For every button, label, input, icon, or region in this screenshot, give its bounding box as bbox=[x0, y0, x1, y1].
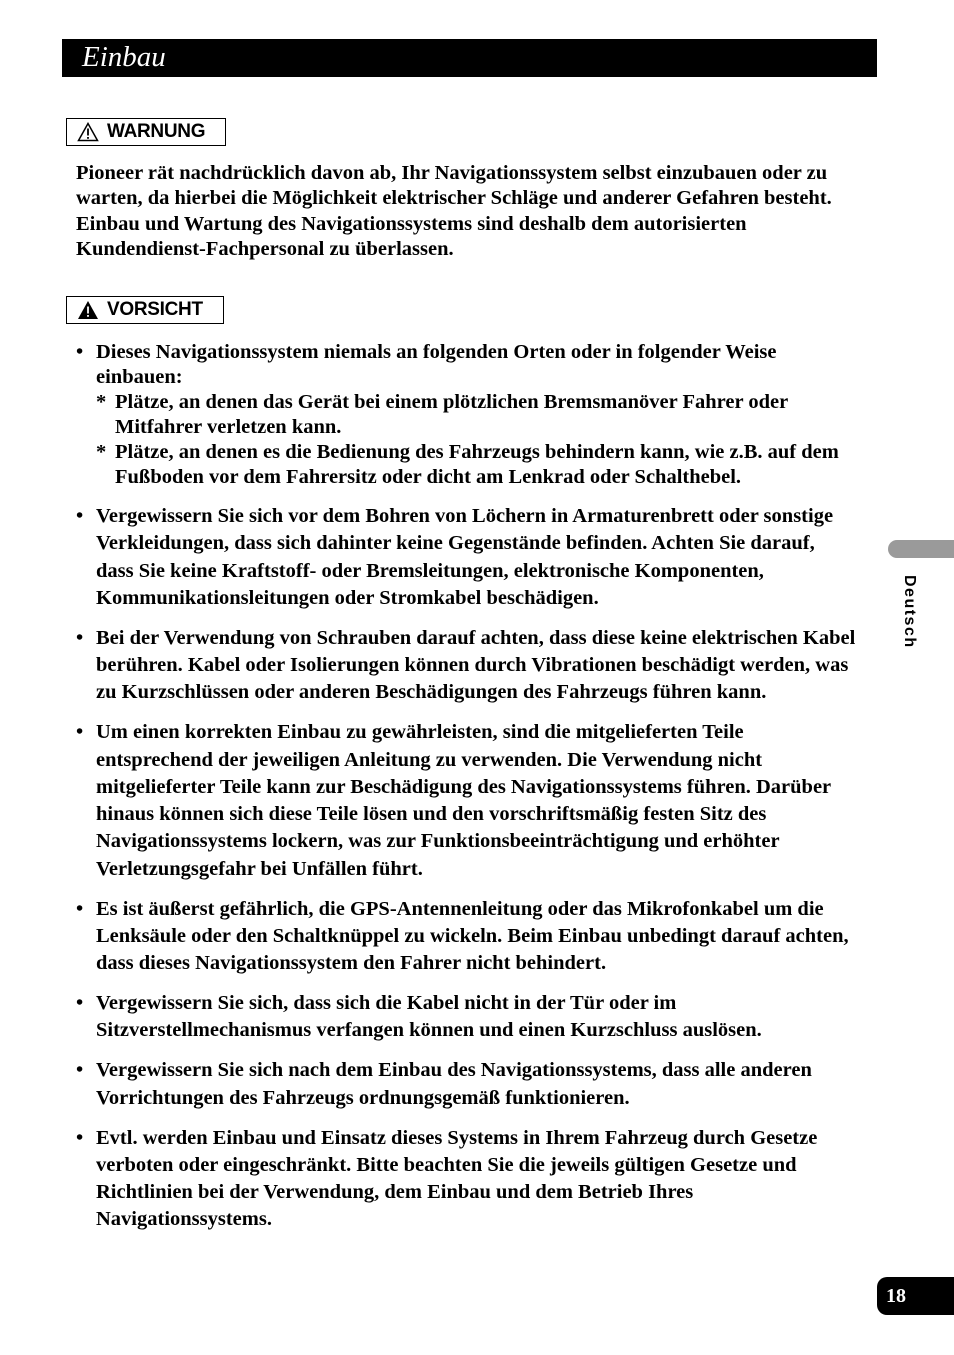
caution-item: • Vergewissern Sie sich, dass sich die Kabel nicht in der Tür oder im Sitzverstellmechanismus verfangen können und einen Kurzschluss auslösen. bbox=[76, 990, 856, 1045]
section-header-bar bbox=[62, 39, 877, 77]
caution-list bbox=[76, 340, 856, 1246]
sub-item: * Plätze, an denen es die Bedienung des Fahrzeugs behindern kann, wie z.B. auf dem Fußboden vor dem Fahrersitz oder dicht am Lenkrad oder Schalthebel. bbox=[96, 440, 856, 490]
warning-label: WARNUNG bbox=[107, 121, 206, 142]
language-tab bbox=[888, 540, 954, 558]
caution-label-box bbox=[66, 296, 224, 324]
sub-list bbox=[96, 390, 856, 490]
caution-item: • Vergewissern Sie sich nach dem Einbau des Navigationssystems, dass alle anderen Vorrichtungen des Fahrzeugs ordnungsgemäß funktionieren. bbox=[76, 1057, 856, 1112]
caution-item: • Evtl. werden Einbau und Einsatz dieses Systems in Ihrem Fahrzeug durch Gesetze verboten oder eingeschränkt. Bitte beachten Sie die jeweils gültigen Gesetze und Richtlinien bei der Verwendung, dem Einbau und dem Betrieb Ihres Navigationssystems. bbox=[76, 1125, 856, 1234]
section-title: Einbau bbox=[82, 41, 166, 73]
caution-item: • Es ist äußerst gefährlich, die GPS-Antennenleitung oder das Mikrofonkabel um die Lenksäule oder den Schaltknüppel zu wickeln. Beim Einbau unbedingt darauf achten, dass dieses Navigationssystem den Fahrer nicht behindert. bbox=[76, 896, 856, 978]
caution-item: • Vergewissern Sie sich vor dem Bohren von Löchern in Armaturenbrett oder sonstige Verkleidungen, dass sich dahinter keine Gegenstände befinden. Achten Sie darauf, dass Sie keine Kraftstoff- oder Bremsleitungen, elektronische Komponenten, Kommunikationsleitungen oder Stromkabel beschädigen. bbox=[76, 503, 856, 612]
caution-item bbox=[76, 340, 856, 490]
warning-label-box bbox=[66, 118, 226, 146]
sub-item: * Plätze, an denen das Gerät bei einem plötzlichen Bremsmanöver Fahrer oder Mitfahrer verletzen kann. bbox=[96, 390, 856, 440]
caution-label: VORSICHT bbox=[107, 299, 203, 320]
caution-item-text: Dieses Navigationssystem niemals an folgenden Orten oder in folgender Weise einbauen: bbox=[96, 341, 777, 388]
page-number: 18 bbox=[877, 1277, 954, 1315]
caution-item: • Um einen korrekten Einbau zu gewährleisten, sind die mitgelieferten Teile entsprechend der jeweiligen Anleitung zu verwenden. Die Verwendung nicht mitgelieferter Teile kann zur Beschädigung des Navigationssystems führen. Darüber hinaus können sich diese Teile lösen und den vorschriftsmäßig festen Sitz des Navigationssystems lockern, was zur Funktionsbeeinträchtigung und erhöhter Verletzungsgefahr bei Unfällen führt. bbox=[76, 719, 856, 883]
warning-text: Pioneer rät nachdrücklich davon ab, Ihr Navigationssystem selbst einzubauen oder zu warten, da hierbei die Möglichkeit elektrischer Schläge und anderer Gefahren besteht. Einbau und Wartung des Navigationssystems sind deshalb dem autorisierten Kundendienst-Fachpersonal zu überlassen. bbox=[76, 162, 832, 260]
caution-item: • Bei der Verwendung von Schrauben darauf achten, dass diese keine elektrischen Kabel berühren. Kabel oder Isolierungen können durch Vibrationen beschädigt werden, was zu Kurzschlüssen oder anderen Beschädigungen des Fahrzeugs führen kann. bbox=[76, 625, 856, 707]
caution-triangle-icon bbox=[77, 300, 99, 320]
language-label: Deutsch bbox=[901, 575, 918, 649]
warning-triangle-icon bbox=[77, 122, 99, 142]
